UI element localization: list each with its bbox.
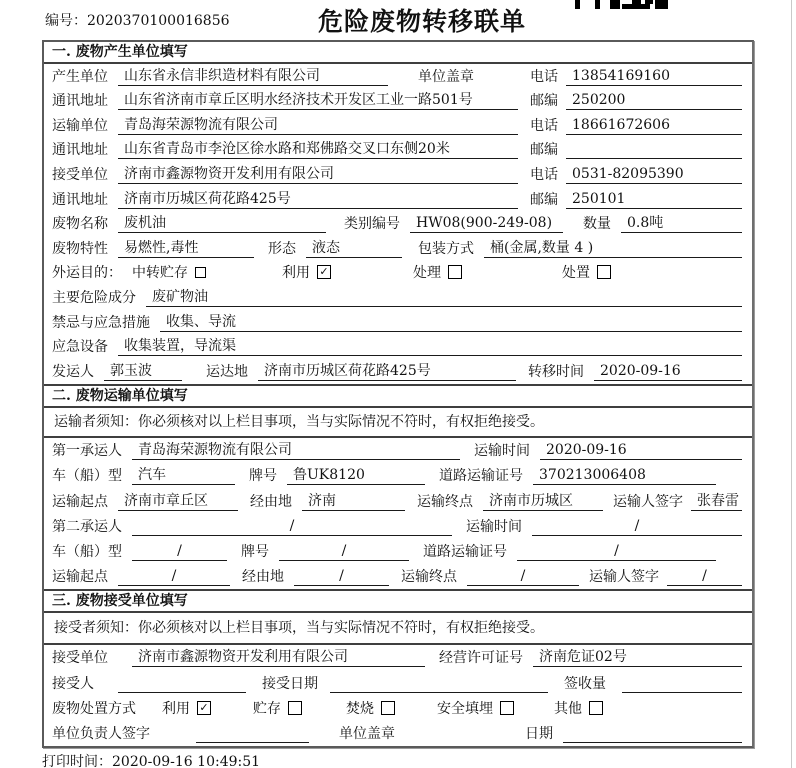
phone-label: 电话 bbox=[530, 68, 558, 85]
route2-via-label: 经由地 bbox=[242, 569, 284, 586]
receive-address-value: 济南市历城区荷花路425号 bbox=[118, 188, 518, 209]
print-time-value: 2020-09-16 10:49:51 bbox=[112, 754, 261, 768]
row-generator-address bbox=[44, 89, 752, 114]
purpose-option-storage: 中转贮存 bbox=[132, 262, 206, 282]
route2-end-value: / bbox=[467, 568, 579, 586]
route2-start-label: 运输起点 bbox=[52, 569, 108, 586]
generator-address-value: 山东省济南市章丘区明水经济技术开发区工业一路501号 bbox=[118, 89, 518, 110]
section3-header: 三. 废物接受单位填写 bbox=[44, 589, 752, 613]
purpose-option-utilize: 利用 ✓ bbox=[282, 262, 331, 282]
route1-end-value: 济南市历城区 bbox=[483, 490, 603, 511]
route1-via-value: 济南 bbox=[302, 490, 405, 511]
permit-label: 经营许可证号 bbox=[439, 650, 523, 667]
page-edge-divider bbox=[791, 0, 792, 768]
unit-seal2-label: 单位盖章 bbox=[339, 726, 395, 742]
acceptor-value bbox=[118, 675, 246, 693]
transfer-time-value: 2020-09-16 bbox=[594, 363, 742, 381]
category-label: 类别编号 bbox=[344, 216, 400, 233]
consignor-label: 发运人 bbox=[52, 363, 94, 380]
doc-number-label: 编号： bbox=[45, 13, 87, 29]
route2-end-label: 运输终点 bbox=[401, 569, 457, 586]
transport-time2-label: 运输时间 bbox=[466, 518, 522, 535]
quantity-label: 数量 bbox=[583, 216, 611, 233]
checkbox-treat bbox=[448, 265, 462, 279]
carrier2-value: / bbox=[132, 518, 452, 536]
permit-value: 济南危证02号 bbox=[533, 646, 742, 667]
route2-start-value: / bbox=[118, 568, 230, 586]
transfer-form-table bbox=[42, 40, 754, 748]
carrier1-value: 青岛海荣源物流有限公司 bbox=[132, 439, 460, 460]
date-value bbox=[563, 725, 742, 743]
print-time bbox=[42, 751, 260, 768]
generator-address-label: 通讯地址 bbox=[52, 93, 108, 110]
waste-name-label: 废物名称 bbox=[52, 216, 108, 233]
transport-unit-label: 运输单位 bbox=[52, 117, 108, 134]
section3-notice: 接受者须知：你必须核对以上栏目事项，当与实际情况不符时，有权拒绝接受。 bbox=[44, 613, 752, 645]
section2-notice: 运输者须知：你必须核对以上栏目事项，当与实际情况不符时，有权拒绝接受。 bbox=[44, 408, 752, 438]
postal-label: 邮编 bbox=[530, 93, 558, 110]
transport-time1-label: 运输时间 bbox=[474, 443, 530, 460]
row-emergency-equipment bbox=[44, 335, 752, 360]
row-disposal-method bbox=[44, 696, 752, 721]
checkbox-storage bbox=[195, 267, 206, 278]
plate1-value: 鲁UK8120 bbox=[287, 464, 425, 485]
disposal-option-utilize: 利用 ✓ bbox=[162, 698, 211, 718]
plate2-value: / bbox=[279, 543, 409, 561]
phone-label: 电话 bbox=[530, 167, 558, 184]
checkbox-disposal-other bbox=[589, 701, 603, 715]
print-time-label: 打印时间： bbox=[42, 754, 112, 768]
route1-sign-value: 张春雷 bbox=[691, 490, 742, 511]
checkbox-disposal-landfill bbox=[500, 701, 514, 715]
route1-end-label: 运输终点 bbox=[417, 493, 473, 510]
responsible-signature-value bbox=[196, 725, 309, 743]
generator-postal-value: 250200 bbox=[566, 92, 742, 110]
route2-via-value: / bbox=[294, 568, 389, 586]
unit-seal-label: 单位盖章 bbox=[418, 68, 474, 85]
receipt-amount-label: 签收量 bbox=[564, 675, 606, 692]
disposal-method-label: 废物处置方式 bbox=[52, 700, 136, 717]
route1-start-label: 运输起点 bbox=[52, 493, 108, 510]
receiver-unit-label: 接受单位 bbox=[52, 650, 108, 667]
acceptor-label: 接受人 bbox=[52, 675, 94, 692]
purpose-option-treat: 处理 bbox=[413, 262, 462, 282]
emergency-equipment-value: 收集装置，导流渠 bbox=[118, 335, 742, 356]
transport-phone-value: 18661672606 bbox=[566, 117, 742, 135]
route2-sign-value: / bbox=[667, 568, 742, 586]
waste-property-label: 废物特性 bbox=[52, 240, 108, 257]
accept-date-label: 接受日期 bbox=[262, 675, 318, 692]
row-receive-address bbox=[44, 187, 752, 212]
row-waste-property bbox=[44, 236, 752, 261]
route1-sign-label: 运输人签字 bbox=[613, 493, 683, 510]
waste-property-value: 易燃性,毒性 bbox=[118, 237, 254, 258]
emergency-equipment-label: 应急设备 bbox=[52, 339, 108, 356]
category-value: HW08(900-249-08) bbox=[410, 215, 563, 233]
destination-label: 运达地 bbox=[206, 363, 248, 380]
form-value: 液态 bbox=[306, 237, 402, 258]
receive-phone-value: 0531-82095390 bbox=[566, 166, 742, 184]
qr-code-fragment-icon bbox=[575, 0, 670, 9]
row-carrier1 bbox=[44, 438, 752, 463]
carrier1-label: 第一承运人 bbox=[52, 443, 122, 460]
route1-start-value: 济南市章丘区 bbox=[118, 490, 238, 511]
plate2-label: 牌号 bbox=[241, 543, 269, 560]
packing-label: 包装方式 bbox=[418, 240, 474, 257]
transport-address-label: 通讯地址 bbox=[52, 142, 108, 159]
emergency-measures-label: 禁忌与应急措施 bbox=[52, 314, 150, 331]
receive-postal-value: 250101 bbox=[566, 191, 742, 209]
generator-unit-value: 山东省永信非织造材料有限公司 bbox=[118, 65, 388, 86]
date-label: 日期 bbox=[525, 726, 553, 742]
road-license2-label: 道路运输证号 bbox=[423, 543, 507, 560]
transport-time2-value: / bbox=[532, 518, 742, 536]
form-label: 形态 bbox=[268, 240, 296, 257]
row-receive-unit bbox=[44, 162, 752, 187]
checkbox-disposal-incinerate bbox=[381, 701, 395, 715]
checkbox-disposal-utilize: ✓ bbox=[197, 701, 211, 715]
doc-number bbox=[45, 10, 230, 30]
road-license1-value: 370213006408 bbox=[533, 467, 716, 485]
generator-unit-label: 产生单位 bbox=[52, 68, 108, 85]
row-responsible-signature bbox=[44, 721, 752, 746]
row-transport-unit bbox=[44, 113, 752, 138]
transport-time1-value: 2020-09-16 bbox=[540, 442, 742, 460]
waste-name-value: 废机油 bbox=[118, 212, 326, 233]
section1-rows bbox=[44, 64, 752, 384]
section2-rows bbox=[44, 438, 752, 589]
row-vehicle1 bbox=[44, 463, 752, 488]
vehicle1-label: 车（船）型 bbox=[52, 468, 122, 485]
row-carrier2 bbox=[44, 514, 752, 539]
receive-unit-label: 接受单位 bbox=[52, 167, 108, 184]
receive-unit-value: 济南市鑫源物资开发利用有限公司 bbox=[118, 163, 518, 184]
postal-label: 邮编 bbox=[530, 142, 558, 159]
consignor-value: 郭玉波 bbox=[104, 360, 182, 381]
phone-label: 电话 bbox=[530, 117, 558, 134]
disposal-option-store: 贮存 bbox=[253, 698, 302, 718]
road-license2-value: / bbox=[517, 543, 716, 561]
transfer-time-label: 转移时间 bbox=[528, 363, 584, 380]
hazard-component-value: 废矿物油 bbox=[146, 286, 742, 307]
road-license1-label: 道路运输证号 bbox=[439, 468, 523, 485]
receive-address-label: 通讯地址 bbox=[52, 191, 108, 208]
row-receiver-unit bbox=[44, 645, 752, 670]
qr-finder-square bbox=[575, 0, 600, 9]
row-route2 bbox=[44, 564, 752, 589]
page-title: 危险废物转移联单 bbox=[318, 7, 527, 36]
section3-rows bbox=[44, 645, 752, 746]
row-generator-unit bbox=[44, 64, 752, 89]
postal-label: 邮编 bbox=[530, 191, 558, 208]
section1-header: 一. 废物产生单位填写 bbox=[44, 42, 752, 64]
hazard-component-label: 主要危险成分 bbox=[52, 290, 136, 307]
accept-date-value bbox=[330, 675, 548, 693]
vehicle2-value: / bbox=[132, 543, 227, 561]
row-emergency-measures bbox=[44, 310, 752, 335]
vehicle2-label: 车（船）型 bbox=[52, 543, 122, 560]
transport-unit-value: 青岛海荣源物流有限公司 bbox=[118, 114, 518, 135]
route1-via-label: 经由地 bbox=[250, 493, 292, 510]
doc-number-value: 2020370100016856 bbox=[87, 13, 230, 29]
row-route1 bbox=[44, 488, 752, 513]
checkbox-utilize: ✓ bbox=[317, 265, 331, 279]
carrier2-label: 第二承运人 bbox=[52, 518, 122, 535]
route2-sign-label: 运输人签字 bbox=[589, 569, 659, 586]
transport-postal-value bbox=[566, 141, 742, 159]
row-transfer-purpose bbox=[44, 261, 752, 286]
generator-phone-value: 13854169160 bbox=[566, 68, 742, 86]
transport-address-value: 山东省青岛市李沧区徐水路和郑佛路交叉口东侧20米 bbox=[118, 138, 518, 159]
purpose-option-dispose: 处置 bbox=[562, 262, 611, 282]
row-waste-name bbox=[44, 212, 752, 237]
row-vehicle2 bbox=[44, 539, 752, 564]
row-consignor bbox=[44, 359, 752, 384]
receipt-amount-value bbox=[622, 675, 742, 693]
plate1-label: 牌号 bbox=[249, 468, 277, 485]
disposal-option-incinerate: 焚烧 bbox=[346, 698, 395, 718]
checkbox-dispose bbox=[597, 265, 611, 279]
responsible-signature-label: 单位负责人签字 bbox=[52, 726, 150, 742]
row-transport-address bbox=[44, 138, 752, 163]
row-hazard-component bbox=[44, 285, 752, 310]
quantity-value: 0.8吨 bbox=[621, 212, 742, 233]
packing-value: 桶(金属,数量 4 ) bbox=[484, 237, 742, 258]
destination-value: 济南市历城区荷花路425号 bbox=[258, 360, 516, 381]
transfer-purpose-label: 外运目的： bbox=[52, 265, 122, 282]
checkbox-disposal-store bbox=[288, 701, 302, 715]
disposal-option-landfill: 安全填埋 bbox=[437, 698, 514, 718]
emergency-measures-value: 收集、导流 bbox=[160, 311, 742, 332]
row-acceptor bbox=[44, 670, 752, 695]
vehicle1-value: 汽车 bbox=[132, 464, 235, 485]
section2-header: 二. 废物运输单位填写 bbox=[44, 384, 752, 408]
receiver-unit-value: 济南市鑫源物资开发利用有限公司 bbox=[132, 646, 425, 667]
disposal-option-other: 其他 bbox=[554, 698, 603, 718]
